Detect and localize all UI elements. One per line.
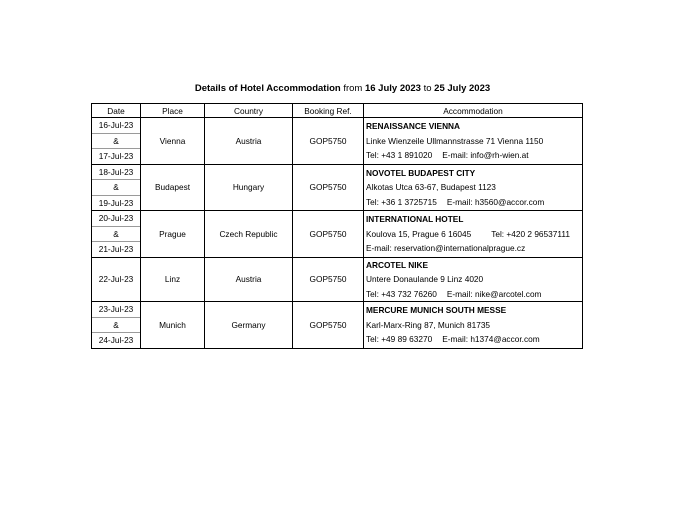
document-title bbox=[0, 83, 685, 94]
accommodation-cell bbox=[364, 302, 583, 349]
hotel-name: MERCURE MUNICH SOUTH MESSE bbox=[366, 305, 507, 315]
title-part: 16 July 2023 bbox=[364, 83, 421, 94]
date-line: 21-Jul-23 bbox=[92, 241, 140, 257]
accommodation-cell bbox=[364, 164, 583, 211]
header-booking-ref: Booking Ref. bbox=[293, 104, 364, 118]
hotel-contact bbox=[364, 287, 582, 302]
header-accommodation: Accommodation bbox=[364, 104, 583, 118]
header-country: Country bbox=[205, 104, 293, 118]
table-header-row bbox=[92, 104, 583, 118]
country-cell: Czech Republic bbox=[205, 211, 293, 258]
date-line: & bbox=[92, 226, 140, 242]
hotel-tel: Tel: +43 732 76260 bbox=[366, 288, 437, 299]
booking-ref-cell: GOP5750 bbox=[293, 211, 364, 258]
country-cell: Austria bbox=[205, 257, 293, 302]
place-cell: Budapest bbox=[141, 164, 205, 211]
hotel-contact bbox=[364, 148, 582, 163]
title-part: 25 July 2023 bbox=[434, 83, 491, 94]
hotel-tel: Tel: +43 1 891020 bbox=[366, 150, 433, 160]
date-line: 16-Jul-23 bbox=[98, 120, 134, 130]
table-row bbox=[92, 257, 583, 302]
title-part: Details of Hotel Accommodation bbox=[194, 83, 341, 94]
date-line: 23-Jul-23 bbox=[98, 304, 134, 314]
accommodation-cell bbox=[364, 211, 583, 258]
country-cell: Austria bbox=[205, 118, 293, 165]
hotel-address: Untere Donaulande 9 Linz 4020 bbox=[366, 274, 484, 284]
table-row bbox=[92, 211, 583, 258]
date-cell bbox=[92, 302, 141, 349]
date-line: 18-Jul-23 bbox=[98, 166, 134, 177]
booking-ref-cell: GOP5750 bbox=[293, 302, 364, 349]
hotel-address: Karl-Marx-Ring 87, Munich 81735 bbox=[366, 319, 491, 330]
hotel-contact bbox=[364, 195, 582, 210]
hotel-address-line bbox=[364, 227, 582, 242]
hotel-email: E-mail: nike@arcotel.com bbox=[446, 288, 542, 299]
date-line: & bbox=[92, 317, 140, 333]
hotel-contact bbox=[364, 332, 582, 347]
date-line: & bbox=[92, 133, 140, 149]
hotel-name: RENAISSANCE VIENNA bbox=[366, 121, 461, 131]
hotel-email: E-mail: h3560@accor.com bbox=[446, 196, 545, 207]
date-cell bbox=[92, 211, 141, 258]
booking-ref-cell: GOP5750 bbox=[293, 164, 364, 211]
date-line: 20-Jul-23 bbox=[98, 213, 134, 223]
accommodation-cell bbox=[364, 118, 583, 165]
header-place: Place bbox=[141, 104, 205, 118]
date-cell: 22-Jul-23 bbox=[92, 257, 141, 302]
table-row bbox=[92, 118, 583, 165]
place-cell: Vienna bbox=[141, 118, 205, 165]
hotel-tel: Tel: +36 1 3725715 bbox=[366, 196, 437, 207]
hotel-email: E-mail: info@rh-wien.at bbox=[442, 150, 529, 160]
table-row bbox=[92, 164, 583, 211]
hotel-name: NOVOTEL BUDAPEST CITY bbox=[366, 167, 476, 178]
country-cell: Germany bbox=[205, 302, 293, 349]
title-part: to bbox=[420, 83, 435, 94]
booking-ref-cell: GOP5750 bbox=[293, 257, 364, 302]
booking-ref-cell: GOP5750 bbox=[293, 118, 364, 165]
date-cell bbox=[92, 164, 141, 211]
hotel-tel: Tel: +420 2 96537111 bbox=[491, 228, 570, 239]
country-cell: Hungary bbox=[205, 164, 293, 211]
date-line: & bbox=[92, 179, 140, 195]
date-line: 17-Jul-23 bbox=[92, 148, 140, 164]
hotel-address: Alkotas Utca 63-67, Budapest 1123 bbox=[366, 182, 496, 192]
hotel-tel: Tel: +49 89 63270 bbox=[366, 334, 433, 344]
place-cell: Linz bbox=[141, 257, 205, 302]
date-line: 24-Jul-23 bbox=[92, 332, 140, 348]
header-date: Date bbox=[92, 104, 141, 118]
hotel-name: INTERNATIONAL HOTEL bbox=[366, 214, 464, 224]
hotel-address: Koulova 15, Prague 6 16045 bbox=[366, 228, 472, 239]
hotel-email: E-mail: reservation@internationalprague.cz bbox=[366, 243, 526, 253]
place-cell: Munich bbox=[141, 302, 205, 349]
title-part: from bbox=[340, 83, 365, 94]
hotel-email: E-mail: h1374@accor.com bbox=[442, 334, 540, 344]
accommodation-cell bbox=[364, 257, 583, 302]
hotel-address: Linke Wienzeile Ullmannstrasse 71 Vienna 1150 bbox=[366, 135, 544, 146]
place-cell: Prague bbox=[141, 211, 205, 258]
date-cell bbox=[92, 118, 141, 165]
date-line: 19-Jul-23 bbox=[92, 195, 140, 211]
hotel-name: ARCOTEL NIKE bbox=[366, 259, 429, 270]
accommodation-table bbox=[91, 103, 583, 349]
table-row bbox=[92, 302, 583, 349]
